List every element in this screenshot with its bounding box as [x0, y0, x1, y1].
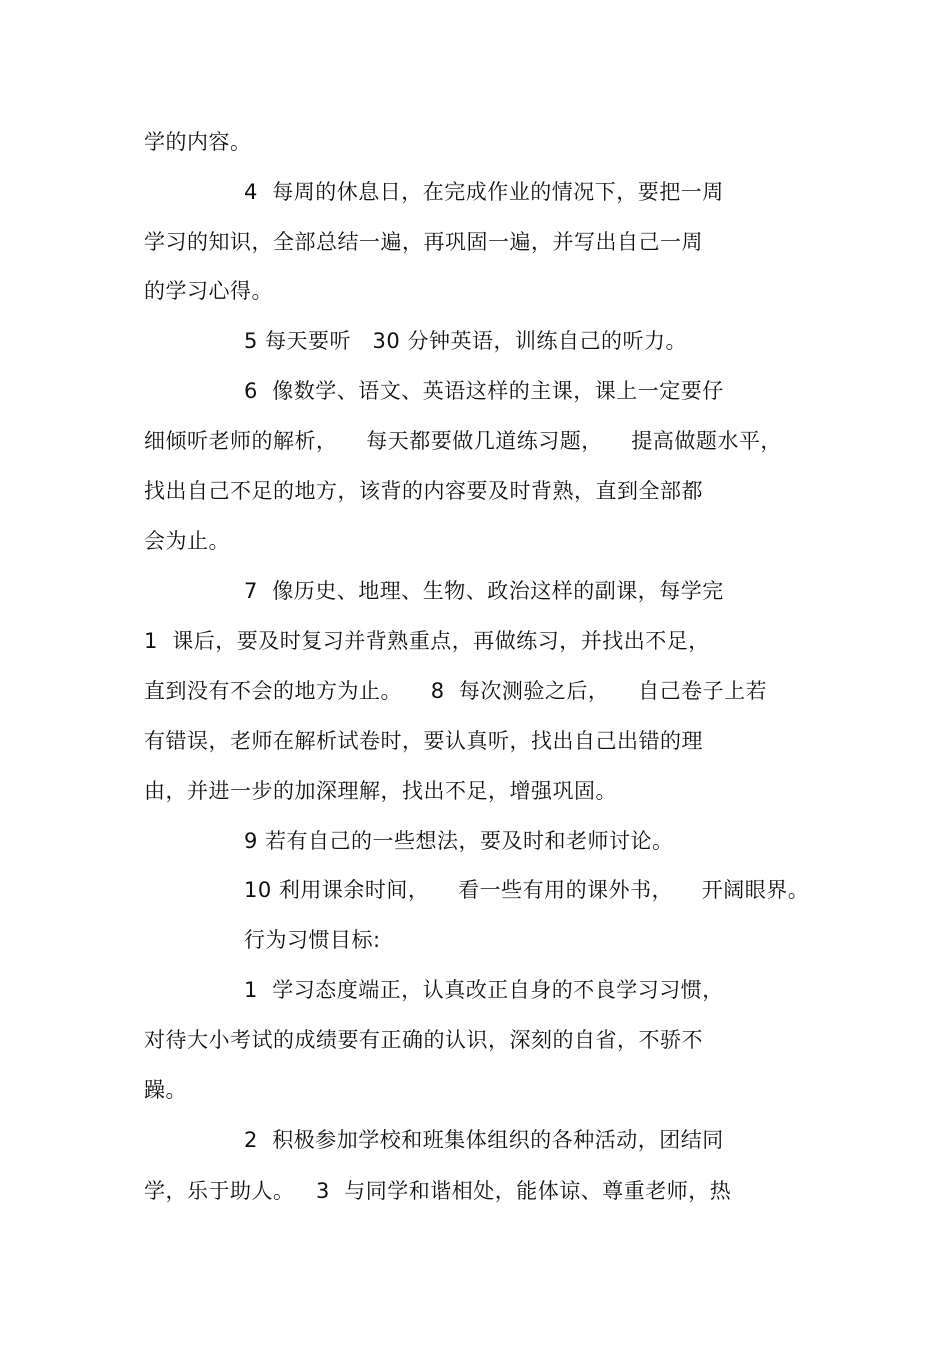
text-line: 学的内容。 [144, 130, 252, 154]
text-line: 4 每周的休息日，在完成作业的情况下，要把一周 [244, 180, 724, 204]
text-line: 6 像数学、语文、英语这样的主课，课上一定要仔 [244, 379, 724, 403]
text-line: 9 若有自己的一些想法，要及时和老师讨论。 [244, 829, 674, 853]
text-line: 有错误，老师在解析试卷时，要认真听，找出自己出错的理 [144, 729, 703, 753]
text-line: 学，乐于助人。 3 与同学和谐相处，能体谅、尊重老师，热 [144, 1179, 732, 1203]
text-line: 找出自己不足的地方，该背的内容要及时背熟，直到全部都 [144, 479, 703, 503]
text-line: 7 像历史、地理、生物、政治这样的副课，每学完 [244, 579, 724, 603]
text-line: 10 利用课余时间， 看一些有用的课外书， 开阔眼界。 [244, 878, 810, 902]
text-line: 对待大小考试的成绩要有正确的认识，深刻的自省，不骄不 [144, 1028, 703, 1052]
text-line: 1 课后，要及时复习并背熟重点，再做练习，并找出不足， [144, 629, 710, 653]
text-line: 细倾听老师的解析， 每天都要做几道练习题， 提高做题水平， [144, 429, 782, 453]
text-line: 2 积极参加学校和班集体组织的各种活动，团结同 [244, 1128, 724, 1152]
text-line: 由，并进一步的加深理解，找出不足，增强巩固。 [144, 779, 617, 803]
text-line: 5 每天要听 30 分钟英语，训练自己的听力。 [244, 329, 687, 353]
section-heading: 行为习惯目标: [244, 928, 381, 952]
text-line: 学习的知识，全部总结一遍，再巩固一遍，并写出自己一周 [144, 230, 703, 254]
text-line: 会为止。 [144, 529, 230, 553]
text-line: 的学习心得。 [144, 279, 273, 303]
text-line: 躁。 [144, 1078, 187, 1102]
text-line: 1 学习态度端正，认真改正自身的不良学习习惯， [244, 978, 724, 1002]
text-line: 直到没有不会的地方为止。 8 每次测验之后， 自己卷子上若 [144, 679, 768, 703]
